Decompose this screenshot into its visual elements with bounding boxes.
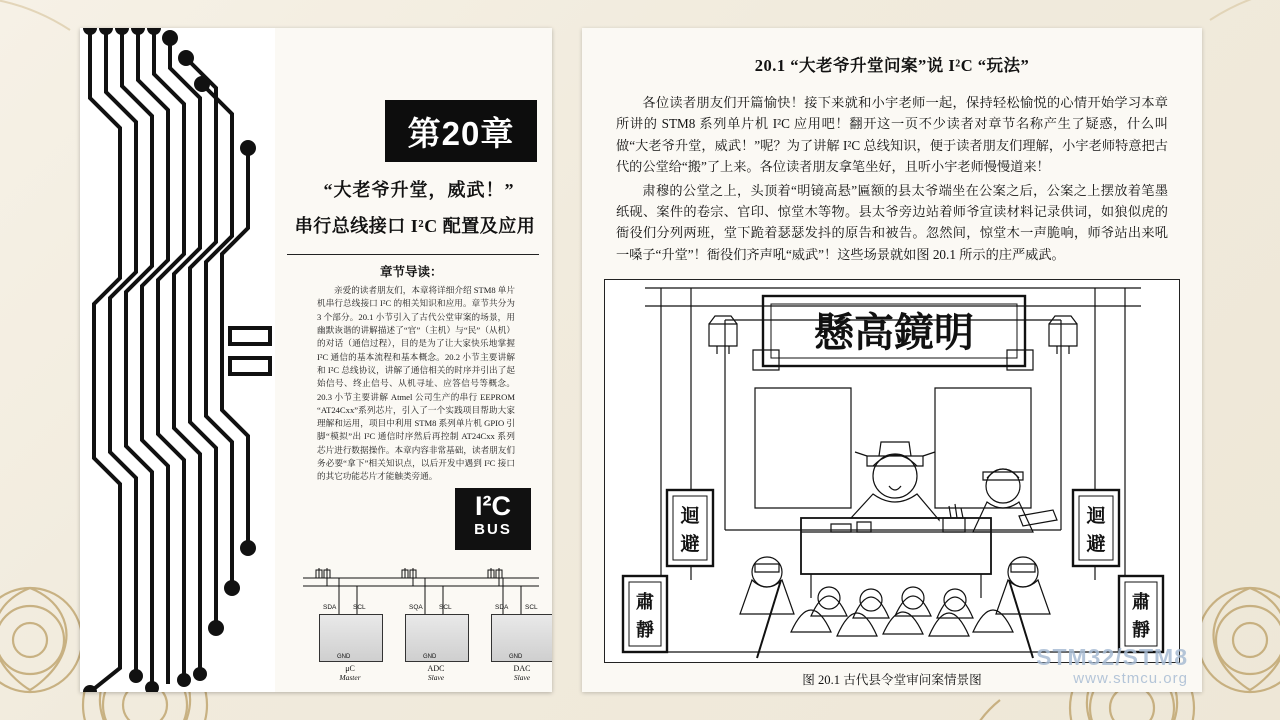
svg-text:迴: 迴 xyxy=(1086,506,1106,527)
section-heading: 20.1 “大老爷升堂问案”说 I²C “玩法” xyxy=(754,56,1030,75)
chip-label-dac xyxy=(487,664,552,682)
svg-text:靜: 靜 xyxy=(1132,620,1150,640)
watermark-line-2: www.stmcu.org xyxy=(1073,670,1188,687)
chip-role-dac: Slave xyxy=(513,673,531,682)
chip-body-master xyxy=(319,614,383,662)
i2c-logo-bus: BUS xyxy=(474,521,512,539)
chip-role-master: Master xyxy=(339,673,361,682)
sign-board-left-lower xyxy=(623,576,667,652)
chip-name-adc: ADC xyxy=(427,664,445,673)
watermark-line-1: STM32/STM8 xyxy=(1036,644,1188,670)
guide-body-text: 亲爱的读者朋友们，本章将详细介绍 STM8 单片机串行总线接口 I²C 的相关知识和应用。章节共分为 3 个部分。20.1 小节引入了古代公堂审案的场景，用幽默诙谐的讲解描述了“官”（主机）与“民”（从机）的对话（通信过程），目的是为了让大家快乐地掌握 I²C 通信的基本流程和基本概念。20.2 小节主要讲解和 I²C 总线协议，讲解了通信相关的时序并引出了起始信号、终止信号、从机寻址、应答信号等概念。20.3 小节主要讲解 Atmel 公司生产的串行 EEPROM “AT24Cxx”系列芯片，引入了一个实践项目帮助大家理解和运用，项目中利用 STM8 系列单片机 GPIO 引脚“模拟”出 I²C 通信时序然后再控制 AT24Cxx 系列芯片进行数据操作。本章内容非常基础，读者朋友们务必要“拿下”相关知识点，以后开发中遇到 I²C 接口的其它功能芯片才能触类旁通。 xyxy=(317,285,515,482)
svg-text:避: 避 xyxy=(680,534,700,555)
cover-divider xyxy=(287,254,539,255)
sign-board-left xyxy=(667,490,713,566)
pcb-trace-artwork xyxy=(80,28,275,692)
pin-label-master-sda: SDA xyxy=(323,604,337,611)
book-cover-page xyxy=(80,28,552,692)
chip-body-adc xyxy=(405,614,469,662)
chip-label-master xyxy=(315,664,385,682)
svg-text:迴: 迴 xyxy=(680,506,700,527)
gnd-label-master: GND xyxy=(337,654,351,660)
i2c-logo-main: I²C xyxy=(475,491,511,521)
plaque-text: 懸高鏡明 xyxy=(814,310,974,355)
pin-label-dac-scl: SCL xyxy=(525,604,538,611)
pin-label-dac-sda: SDA xyxy=(495,604,509,611)
pin-label-master-scl: SCL xyxy=(353,604,366,611)
gnd-label-dac: GND xyxy=(509,654,523,660)
courtroom-line-art xyxy=(605,280,1180,660)
pin-label-adc-sda: SQA xyxy=(409,604,423,611)
figure-caption: 图 20.1 古代县令堂审问案情景图 xyxy=(802,673,982,687)
chip-name-dac: DAC xyxy=(513,664,531,673)
gnd-label-adc: GND xyxy=(423,654,437,660)
site-watermark xyxy=(1036,646,1188,686)
body-paragraph-2: 肃穆的公堂之上，头顶着“明镜高悬”匾额的县太爷端坐在公案之后，公案之上摆放着笔墨纸砚、案件的卷宗、官印、惊堂木等物。县太爷旁边站着师爷宣读材料记录供词，如狼似虎的衙役们分列两班，堂下跪着瑟瑟发抖的原告和被告。忽然间，惊堂木一声脆响，师爷站出来吼一嗓子“升堂”！衙役们齐声吼“威武”！这些场景就如图 20.1 所示的庄严威武。 xyxy=(616,182,1168,262)
svg-text:靜: 靜 xyxy=(636,620,654,640)
book-text-page xyxy=(582,28,1202,692)
sign-board-right xyxy=(1073,490,1119,566)
cover-text-column xyxy=(275,28,552,692)
i2c-bus-logo xyxy=(455,488,531,550)
sign-board-right-lower xyxy=(1119,576,1163,652)
chip-name-master: μC xyxy=(345,664,355,673)
chapter-badge: 第20章 xyxy=(385,100,537,162)
body-paragraph-1: 各位读者朋友们开篇愉快！接下来就和小宇老师一起，保持轻松愉悦的心情开始学习本章所讲的 STM8 系列单片机 I²C 应用吧！翻开这一页不少读者对章节名称产生了疑惑，什么叫做“大老爷升堂，威武！”呢？为了讲解 I²C 总线知识，便于读者朋友们理解，小宇老师特意把古代的公堂给“搬”了上来。各位读者朋友拿笔坐好，且听小宇老师慢慢道来！ xyxy=(616,95,1168,175)
svg-text:避: 避 xyxy=(1086,534,1106,555)
pin-label-adc-scl: SCL xyxy=(439,604,452,611)
guide-title: 章节导读： xyxy=(380,265,443,279)
figure-courtroom-illustration xyxy=(604,279,1180,663)
svg-text:肅: 肅 xyxy=(636,592,654,612)
cover-subtitle-primary: “大老爷升堂，威武！” xyxy=(323,180,515,200)
svg-text:肅: 肅 xyxy=(1132,592,1150,612)
chip-role-adc: Slave xyxy=(427,673,445,682)
i2c-bus-schematic xyxy=(297,568,545,686)
cover-subtitle-secondary: 串行总线接口 I²C 配置及应用 xyxy=(294,216,536,236)
chip-label-adc xyxy=(401,664,471,682)
